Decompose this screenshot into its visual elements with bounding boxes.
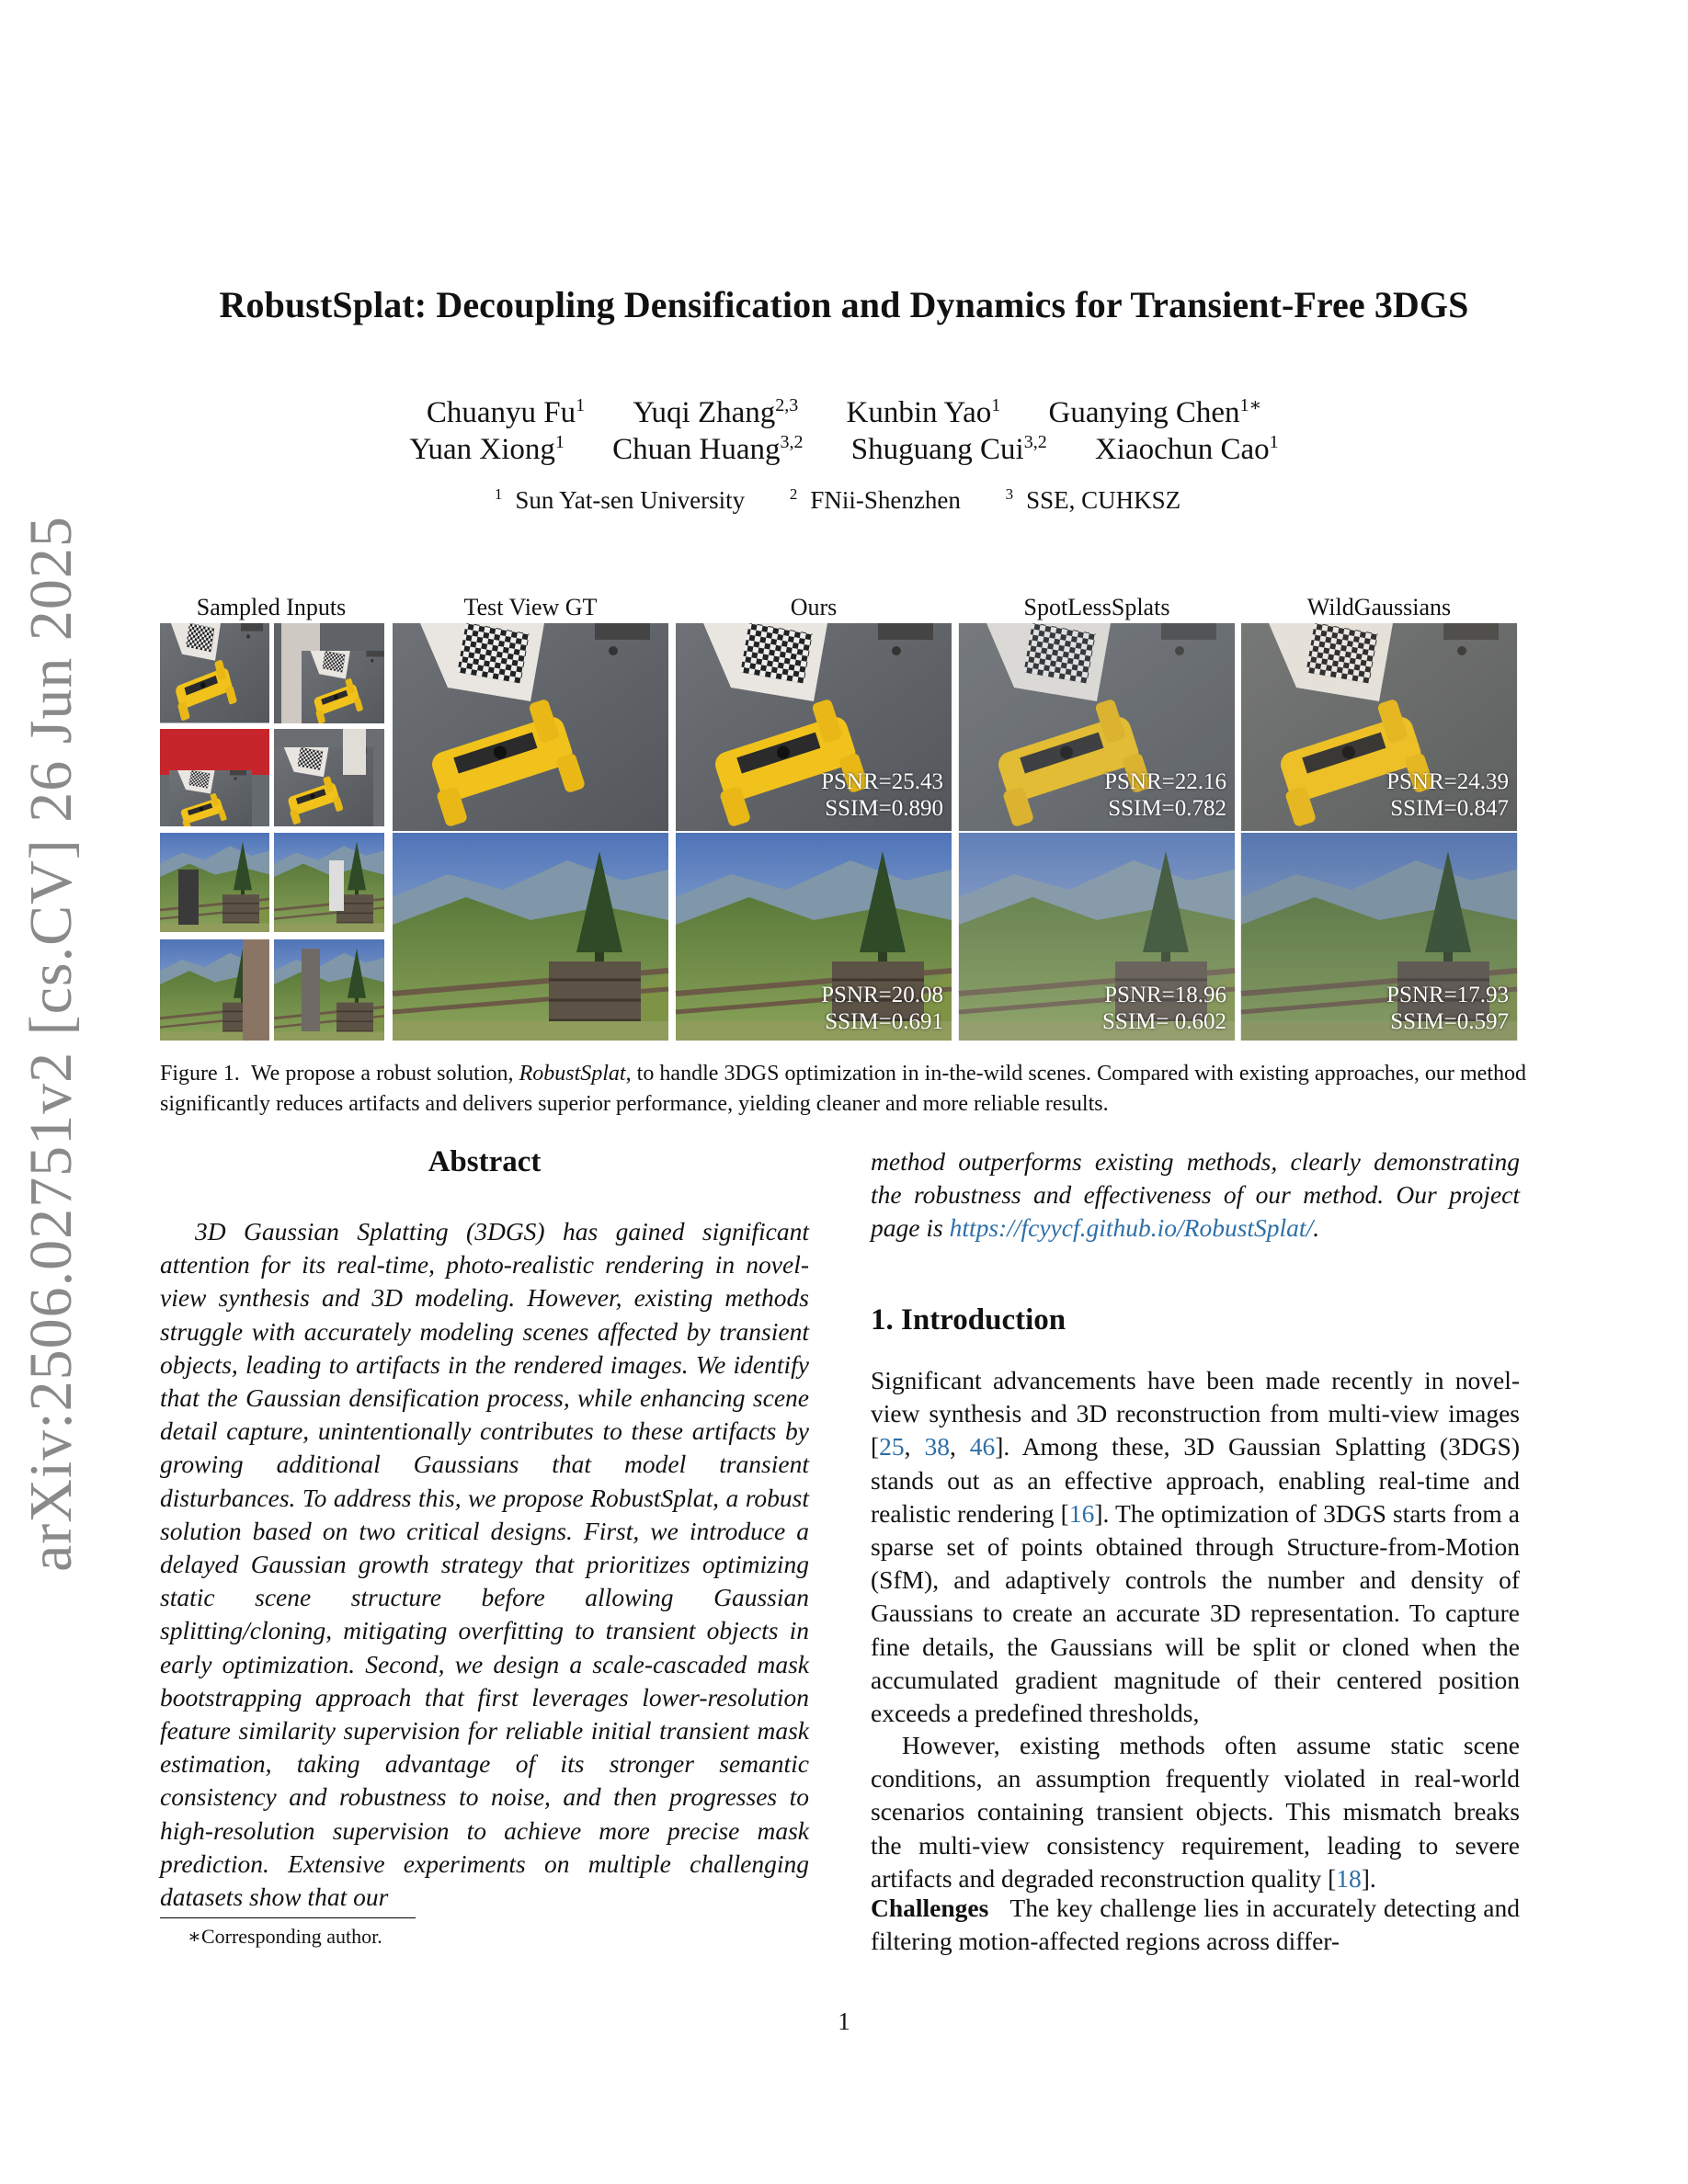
- ssim-label: SSIM= 0.602: [1102, 1009, 1226, 1034]
- citation-link[interactable]: 16: [1068, 1498, 1095, 1528]
- wildgaussians-row2-panel: [1240, 833, 1518, 1041]
- abstract-body: 3D Gaussian Splatting (3DGS) has gained significant attention for its real-time, photo-realistic rendering in novel-view synthesis and 3D modeling. However, existing methods struggle with accurately modeling scenes affected by transient objects, leading to artifacts in the rendered images. We identify that the Gaussian densification process, while enhancing scene detail capture, unintentionally contributes to these artifacts by growing additional Gaussians that model transient disturbances. To address this, we propose RobustSplat, a robust solution based on two critical designs. First, we introduce a delayed Gaussian growth strategy that prioritizes optimizing static scene structure before allowing Gaussian splitting/cloning, mitigating overfitting to transient objects in early optimization. Second, we design a scale-cascaded mask bootstrapping approach that first leverages lower-resolution feature similarity supervision for reliable initial transient mask estimation, taking advantage of its stronger semantic consistency and robustness to noise, and then progresses to high-resolution supervision to achieve more precise mask prediction. Extensive experiments on multiple challenging datasets show that our: [160, 1217, 809, 1912]
- psnr-label: PSNR=25.43: [821, 769, 943, 794]
- intro-paragraph-2: However, existing methods often assume static scene conditions, an assumption frequently violated in real-world scenarios containing transient objects. This mismatch breaks the multi-view consistency requirement, leading to severe artifacts and degraded reconstruction quality [18].: [871, 1731, 1520, 1893]
- figure-header-sampled-inputs: Sampled Inputs: [196, 594, 347, 620]
- author: Chuan Huang$^{3,2}$: [612, 432, 804, 466]
- ssim-label: SSIM=0.782: [1108, 796, 1226, 821]
- arxiv-stamp: arXiv:2506.02751v2 [cs.CV] 26 Jun 2025: [17, 516, 85, 1572]
- spotless-row1-panel: [958, 623, 1236, 831]
- figure-header-ours: Ours: [790, 594, 838, 620]
- figure-header-test-view-gt: Test View GT: [463, 594, 598, 620]
- footnote-rule: [160, 1917, 416, 1918]
- ours-row2-panel: [675, 833, 952, 1041]
- project-page-link[interactable]: https://fcyycf.github.io/RobustSplat/: [949, 1213, 1314, 1243]
- introduction-heading: 1. Introduction: [871, 1303, 1066, 1337]
- figure-header-spotlesssplats: SpotLessSplats: [1023, 594, 1170, 620]
- psnr-label: PSNR=18.96: [1104, 983, 1226, 1007]
- ssim-label: SSIM=0.890: [825, 796, 943, 821]
- abstract-continuation: method outperforms existing methods, clearly demonstrating the robustness and effectiveness of our method. Our project page is https://fcyycf.github.io/RobustSplat/.: [871, 1147, 1520, 1243]
- sampled-input-thumbnails: [160, 623, 390, 1041]
- affiliation: $^3$ SSE, CUHKSZ: [1005, 485, 1181, 514]
- affiliation: $^1$ Sun Yat-sen University: [494, 485, 746, 514]
- psnr-label: PSNR=24.39: [1386, 769, 1509, 794]
- wildgaussians-row1-panel: [1240, 623, 1518, 831]
- abstract-heading: Abstract: [428, 1145, 542, 1178]
- author: Shuguang Cui$^{3,2}$: [850, 432, 1047, 466]
- author: Guanying Chen$^{1∗}$: [1048, 395, 1262, 429]
- spotless-row2-panel: [958, 833, 1236, 1041]
- psnr-label: PSNR=17.93: [1386, 983, 1509, 1007]
- citation-link[interactable]: 38: [924, 1432, 950, 1462]
- page-number: 1: [838, 2008, 850, 2035]
- ours-row1-panel: [675, 623, 952, 831]
- intro-paragraph-1: Significant advancements have been made recently in novel-view synthesis and 3D reconstruction from multi-view images [25, 38, 46]. Among these, 3D Gaussian Splatting (3DGS) stands out as an effective approach, enabling real-time and realistic rendering [16]. The optimization of 3DGS starts from a sparse set of points obtained through Structure-from-Motion (SfM), and adaptively controls the number and density of Gaussians to create an accurate 3D representation. To capture fine details, the Gaussians will be split or cloned when the accumulated gradient magnitude of their centered position exceeds a predefined thresholds,: [871, 1366, 1520, 1728]
- author: Yuqi Zhang$^{2,3}$: [633, 395, 799, 429]
- author: Yuan Xiong$^1$: [409, 432, 565, 466]
- figure-caption: Figure 1. We propose a robust solution, RobustSplat, to handle 3DGS optimization in in-the-wild scenes. Compared with existing approaches, our method significantly reduces artifacts and delivers superior performance, yielding cleaner and more reliable results.: [160, 1062, 1526, 1116]
- author: Kunbin Yao$^1$: [846, 395, 1001, 429]
- psnr-label: PSNR=22.16: [1104, 769, 1226, 794]
- paper-title: RobustSplat: Decoupling Densification and Dynamics for Transient-Free 3DGS: [219, 284, 1469, 325]
- psnr-label: PSNR=20.08: [821, 983, 943, 1007]
- author: Xiaochun Cao$^1$: [1094, 432, 1279, 466]
- ssim-label: SSIM=0.847: [1390, 796, 1509, 821]
- author: Chuanyu Fu$^1$: [426, 395, 586, 429]
- figure-header-wildgaussians: WildGaussians: [1306, 594, 1452, 620]
- ssim-label: SSIM=0.597: [1390, 1009, 1509, 1034]
- citation-link[interactable]: 18: [1336, 1863, 1362, 1893]
- challenges-label: Challenges: [871, 1894, 989, 1922]
- footnote: ∗Corresponding author.: [188, 1925, 382, 1948]
- affiliation: $^2$ FNii-Shenzhen: [789, 485, 961, 514]
- citation-link[interactable]: 25: [879, 1432, 905, 1462]
- challenges-paragraph: Challenges The key challenge lies in accurately detecting and filtering motion-affected regions across differ-: [871, 1894, 1521, 1956]
- ssim-label: SSIM=0.691: [825, 1009, 943, 1034]
- citation-link[interactable]: 46: [969, 1432, 996, 1462]
